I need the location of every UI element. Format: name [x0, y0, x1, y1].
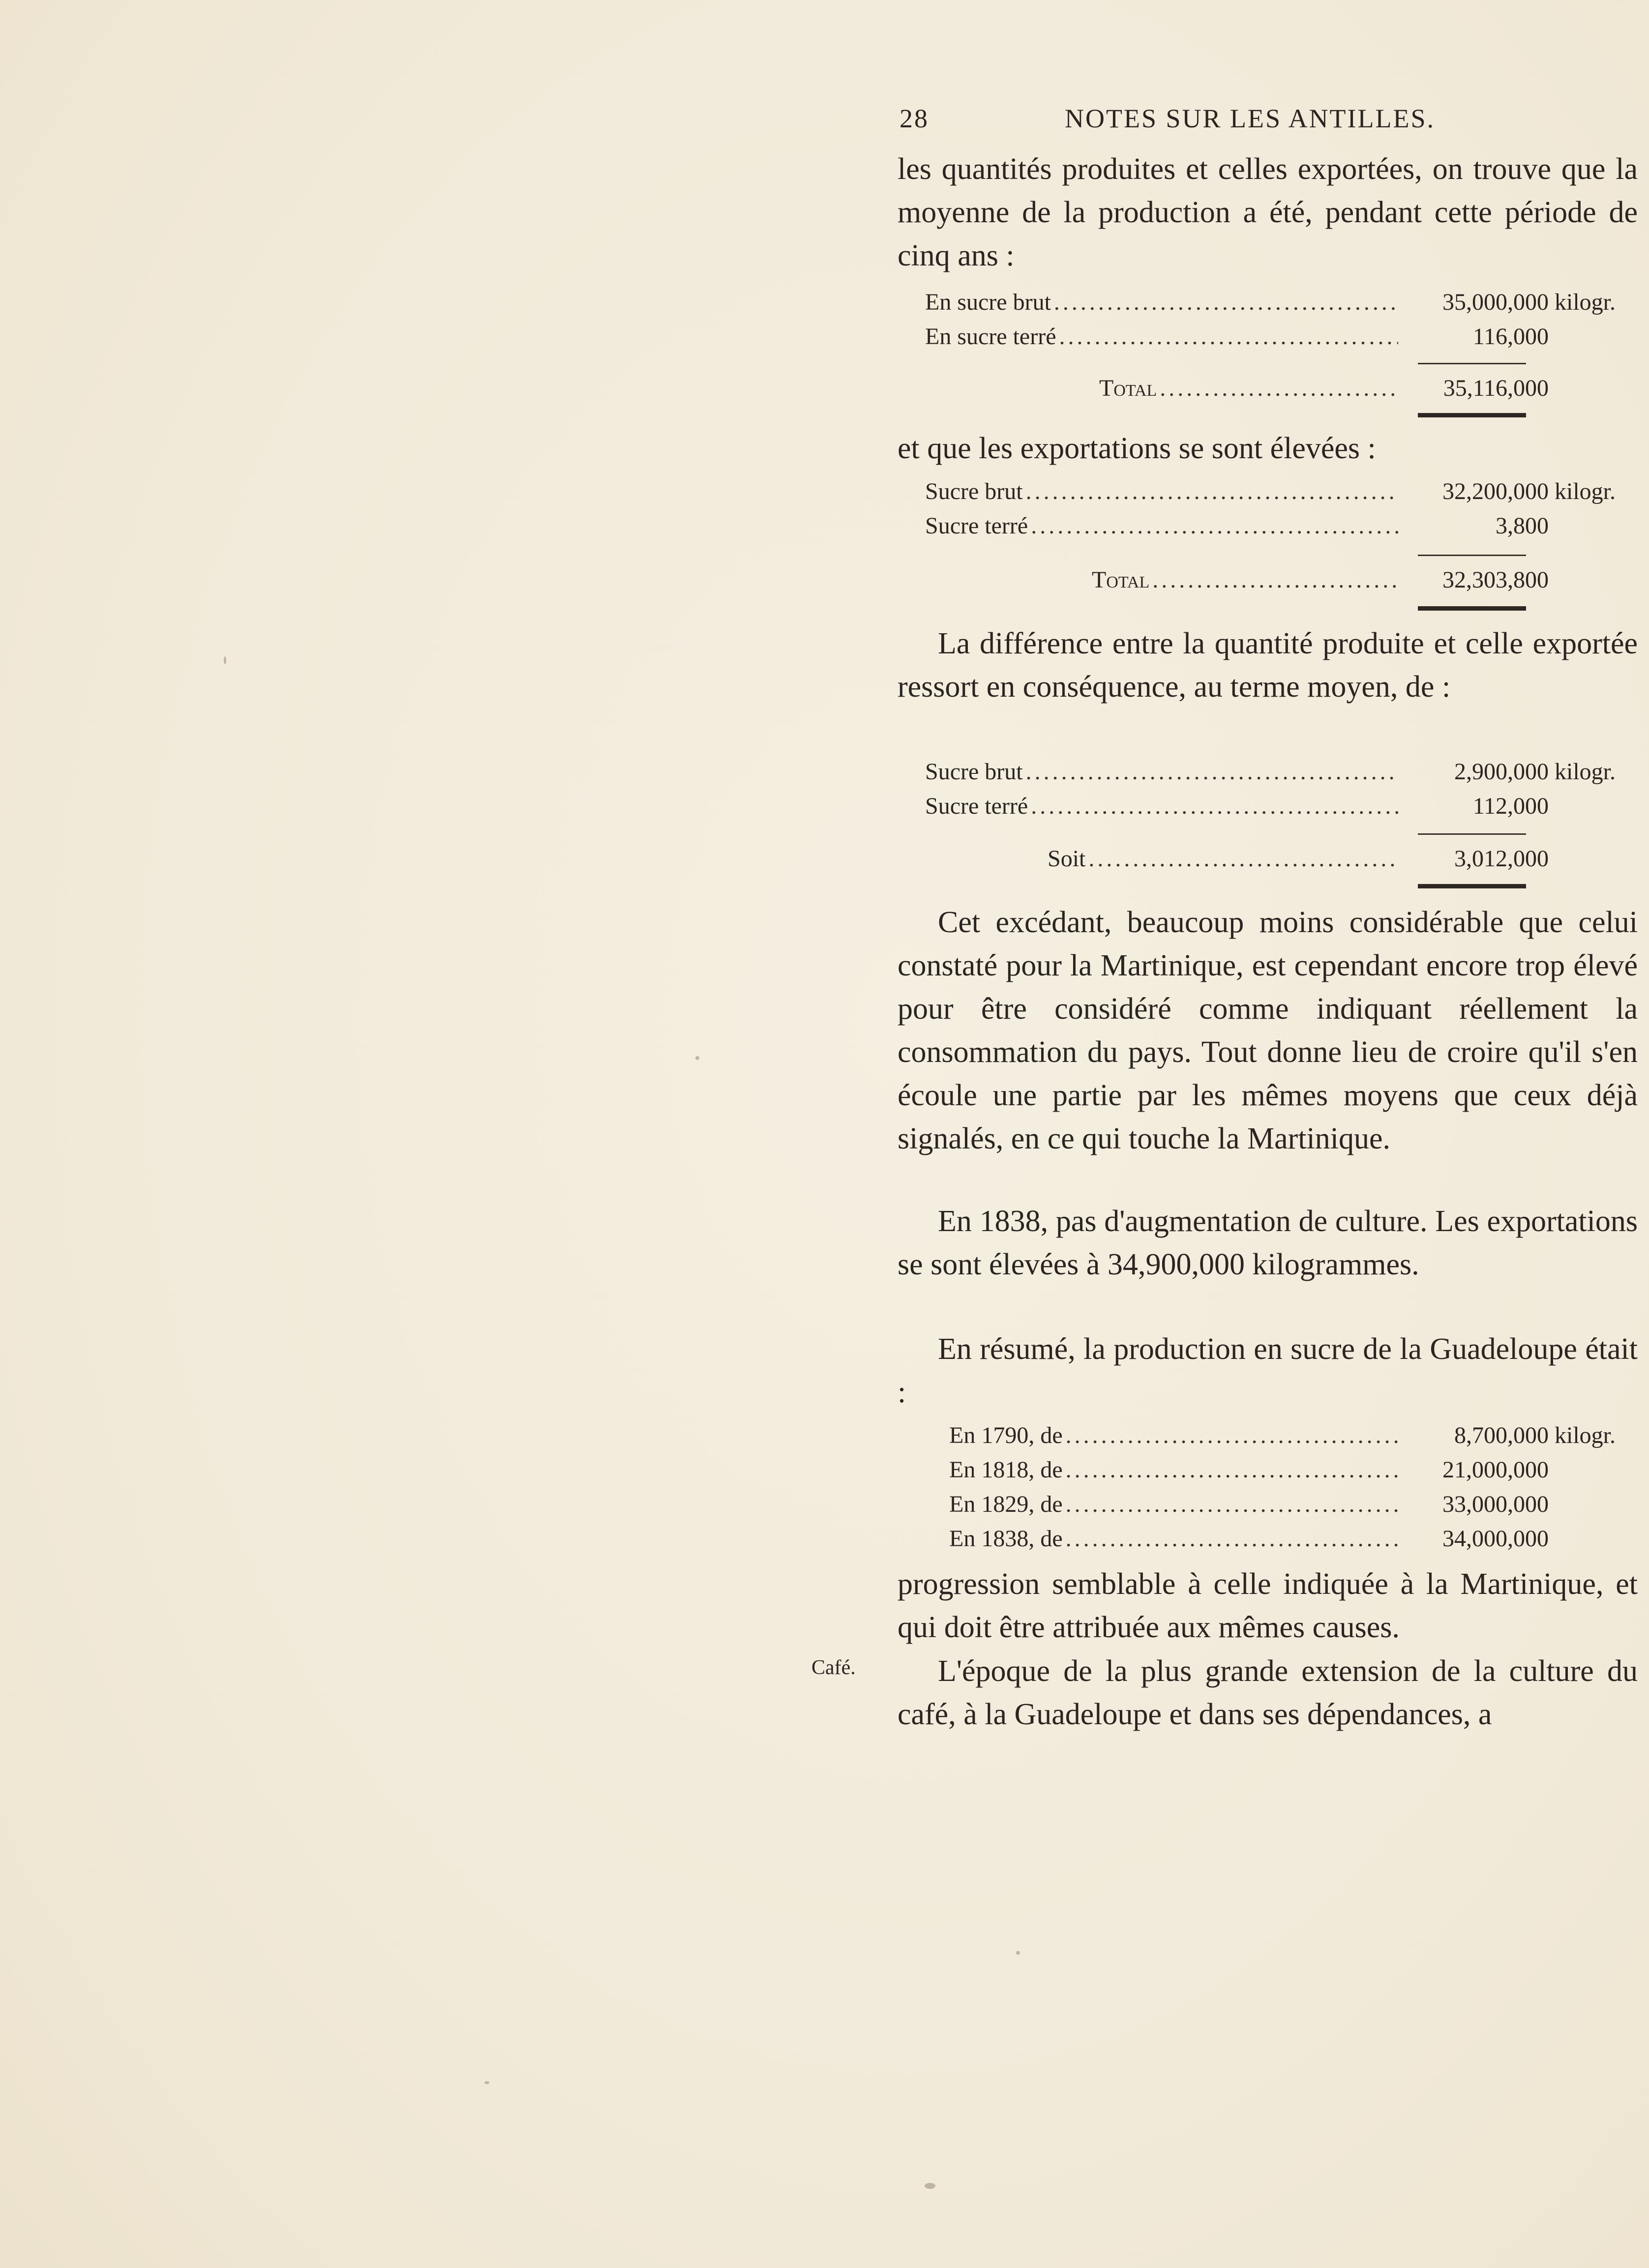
leader-dots: [1026, 755, 1398, 789]
running-header: [898, 103, 1638, 143]
leader-dots: [1066, 1418, 1398, 1453]
row-value: 3,800: [1496, 513, 1549, 539]
table-row: [925, 509, 1633, 543]
paper-speck: [224, 656, 226, 664]
paper-speck: [484, 2081, 489, 2084]
total-rule: [1418, 606, 1526, 611]
row-label: En 1818, de: [949, 1457, 1063, 1483]
row-unit: kilogr.: [1555, 1422, 1616, 1448]
leader-dots: [1066, 1453, 1398, 1487]
leader-dots: [1031, 789, 1398, 824]
leader-dots: [1066, 1487, 1398, 1522]
leader-dots: [1054, 285, 1398, 320]
total-rule: [1418, 413, 1526, 417]
leader-dots: [1059, 320, 1398, 354]
row-label: En sucre terré: [925, 324, 1056, 350]
paragraph-2: et que les exportations se sont élevées :: [898, 432, 1376, 465]
table-total-row: [1099, 371, 1633, 406]
paper-speck: [695, 1056, 699, 1060]
row-label: Sucre brut: [925, 478, 1023, 504]
paper-speck: [925, 2183, 935, 2189]
paragraph-1: les quantités produites et celles exportées, on trouve que la moyenne de la production a été, pendant cette période de cinq ans :: [898, 152, 1638, 272]
paragraph-6: En résumé, la production en sucre de la Guadeloupe était :: [898, 1332, 1638, 1409]
row-value: 33,000,000: [1442, 1491, 1549, 1517]
paragraph-4: Cet excédant, beaucoup moins considérable que celui constaté pour la Martinique, est cependant encore trop élevé pour être considéré comme indiquant réellement la consommation du pays. Tout donne lieu de croire qu'il s'en écoule une partie par les mêmes moyens que ceux déjà signalés, en ce qui touche la Martinique.: [898, 906, 1638, 1155]
leader-dots: [1031, 509, 1398, 543]
table-row: [949, 1487, 1633, 1522]
paragraph-5: En 1838, pas d'augmentation de culture. Les exportations se sont élevées à 34,900,000 kilogrammes.: [898, 1205, 1638, 1281]
total-value: 35,116,000: [1443, 375, 1549, 401]
leader-dots: [1026, 474, 1398, 509]
total-value: 3,012,000: [1454, 846, 1549, 872]
leader-dots: [1152, 563, 1398, 597]
table-row: [949, 1418, 1633, 1453]
sum-rule: [1418, 555, 1526, 556]
leader-dots: [1160, 371, 1398, 406]
sum-rule: [1418, 833, 1526, 835]
row-label: Sucre brut: [925, 759, 1023, 785]
row-label: Sucre terré: [925, 513, 1028, 539]
row-value: 2,900,000: [1454, 759, 1549, 785]
table-row: [925, 285, 1633, 320]
row-value: 21,000,000: [1442, 1457, 1549, 1483]
row-label: En 1790, de: [949, 1422, 1063, 1448]
table-row: [949, 1453, 1633, 1487]
row-label: En 1829, de: [949, 1491, 1063, 1517]
row-value: 32,200,000: [1442, 478, 1549, 504]
paper-speck: [1016, 1951, 1020, 1955]
row-value: 34,000,000: [1442, 1526, 1549, 1552]
leader-dots: [1066, 1522, 1398, 1556]
leader-dots: [1088, 842, 1398, 876]
table-row: [925, 789, 1633, 824]
table-total-row: [1092, 563, 1633, 597]
row-value: 35,000,000: [1442, 289, 1549, 315]
margin-note-cafe: Café.: [811, 1656, 856, 1679]
row-unit: kilogr.: [1555, 759, 1616, 785]
total-value: 32,303,800: [1442, 567, 1549, 593]
row-value: 116,000: [1472, 324, 1549, 350]
table-row: [925, 474, 1633, 509]
row-value: 8,700,000: [1454, 1422, 1549, 1448]
row-label: En sucre brut: [925, 289, 1051, 315]
total-label: Total: [1099, 375, 1157, 401]
row-unit: kilogr.: [1555, 289, 1616, 315]
running-title: NOTES SUR LES ANTILLES.: [1065, 104, 1436, 133]
paragraph-7: progression semblable à celle indiquée à la Martinique, et qui doit être attribuée aux mêmes causes.: [898, 1567, 1638, 1644]
table-row: [925, 755, 1633, 789]
total-label: Soit: [1048, 846, 1086, 872]
row-value: 112,000: [1472, 793, 1549, 819]
page-number: 28: [899, 104, 929, 133]
table-row: [925, 320, 1633, 354]
table-row: [949, 1522, 1633, 1556]
row-label: En 1838, de: [949, 1526, 1063, 1552]
row-unit: kilogr.: [1555, 478, 1616, 504]
row-label: Sucre terré: [925, 793, 1028, 819]
paragraph-3: La différence entre la quantité produite et celle exportée ressort en conséquence, au terme moyen, de :: [898, 627, 1638, 704]
paragraph-8: L'époque de la plus grande extension de la culture du café, à la Guadeloupe et dans ses dépendances, a: [898, 1654, 1638, 1731]
total-rule: [1418, 884, 1526, 888]
table-total-row: [1048, 842, 1633, 876]
total-label: Total: [1092, 567, 1150, 593]
sum-rule: [1418, 363, 1526, 364]
